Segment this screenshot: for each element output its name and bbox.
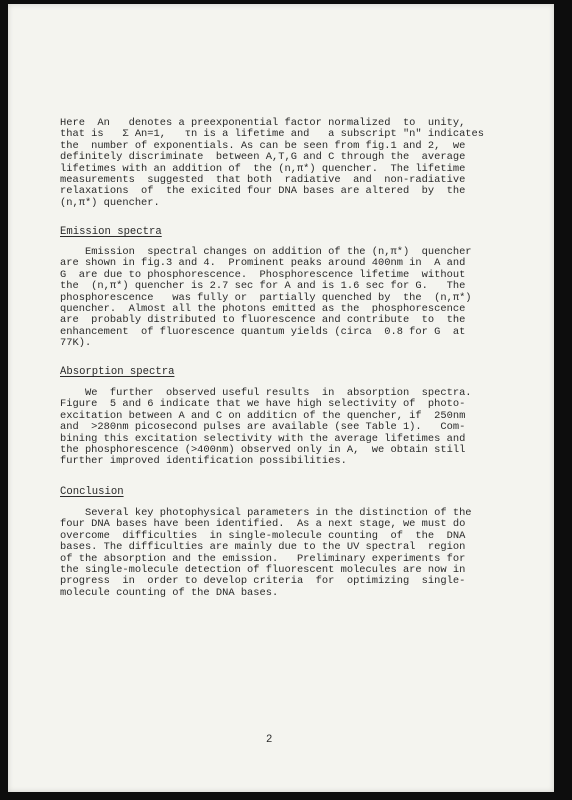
document-page [8, 4, 554, 792]
page-number: 2 [266, 734, 273, 746]
emission-spectra-heading: Emission spectra [60, 226, 162, 238]
conclusion-heading: Conclusion [60, 486, 124, 498]
absorption-spectra-heading: Absorption spectra [60, 366, 175, 378]
intro-paragraph: Here An denotes a preexponential factor normalized to unity, that is Σ An=1, τn is a lifetime and a subscript "n" indicates the number of exponentials. As can be seen from fig.1 and 2, we definitely discriminate between A,T,G and C through the average lifetimes with an addition of the (n,π*) quencher. The lifetime measurements suggested that both radiative and non-radiative relaxations of the exicited four DNA bases are altered by the (n,π*) quencher. [60, 117, 485, 209]
emission-spectra-paragraph: Emission spectral changes on addition of the (n,π*) quencher are shown in fig.3 and 4. Prominent peaks around 400nm in A and G are due to phosphorescence. Phosphorescence lifetime without the (n,π*) quencher is 2.7 sec for A and is 1.6 sec for G. The phosphorescence was fully or partially quenched by the (n,π*) quencher. Almost all the photons emitted as the phosphorescence are probably distributed to fluorescence and contribute to the enhancement of fluorescence quantum yields (circa 0.8 for G at 77K). [60, 246, 472, 350]
conclusion-paragraph: Several key photophysical parameters in the distinction of the four DNA bases have been identified. As a next stage, we must do overcome difficulties in single-molecule counting of the DNA bases. The difficulties are mainly due to the UV spectral region of the absorption and the emission. Preliminary experiments for the single-molecule detection of fluorescent molecules are now in progress in order to develop criteria for optimizing single- molecule counting of the DNA bases. [60, 507, 472, 599]
absorption-spectra-paragraph: We further observed useful results in absorption spectra. Figure 5 and 6 indicate that we have high selectivity of photo- excitation between A and C on additicn of the quencher, if 250nm and >280nm picosecond pulses are available (see Table 1). Com- bining this excitation selectivity with the average lifetimes and the phosphorescence (>400nm) observed only in A, we obtain still further improved identification possibilities. [60, 387, 472, 468]
